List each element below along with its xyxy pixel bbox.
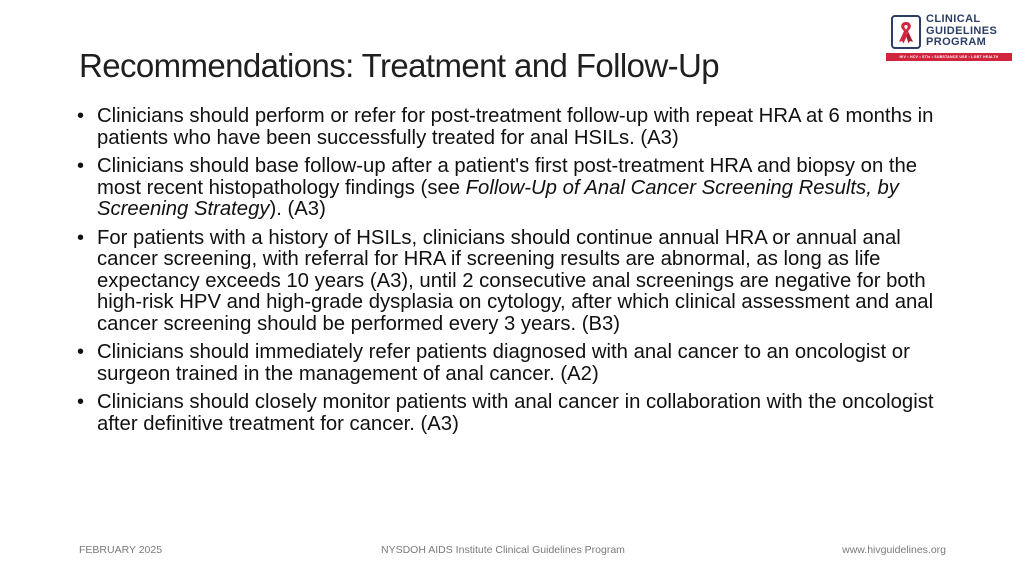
- logo-line-1: CLINICAL: [926, 13, 981, 25]
- footer-url: www.hivguidelines.org: [842, 544, 946, 556]
- logo-wordmark: [926, 14, 997, 49]
- recommendation-item: [74, 156, 954, 221]
- footer-date: FEBRUARY 2025: [79, 544, 163, 556]
- awareness-ribbon-icon: [891, 15, 921, 49]
- logo-line-3: PROGRAM: [926, 36, 987, 48]
- logo-line-2: GUIDELINES: [926, 24, 998, 37]
- footer-organization: NYSDOH AIDS Institute Clinical Guidelines Program: [381, 544, 625, 556]
- clinical-guidelines-logo: [886, 12, 1012, 64]
- recommendation-item: • Clinicians should immediately refer patients diagnosed with anal cancer to an oncologist or surgeon trained in the management of anal cancer. (A2): [74, 342, 954, 385]
- recommendation-item: • Clinicians should closely monitor patients with anal cancer in collaboration with the oncologist after definitive treatment for cancer. (A3): [74, 392, 954, 435]
- page-title: Recommendations: Treatment and Follow-Up: [79, 47, 719, 84]
- recommendation-item: • For patients with a history of HSILs, clinicians should continue annual HRA or annual anal cancer screening, with referral for HRA if screening results are abnormal, as long as life expectancy exceeds 10 years (A3), until 2 consecutive anal screenings are negative for both high-risk HPV and high-grade dysplasia on cytology, after which clinical assessment and anal cancer screening should be performed every 3 years. (B3): [74, 228, 954, 336]
- referenced-table-title: Follow-Up of Anal Cancer Screening Results, by Screening Strategy: [97, 176, 899, 220]
- recommendation-text: ). (A3): [269, 198, 326, 220]
- logo-tagline: HIV • HCV • STIs • SUBSTANCE USE • LGBT HEALTH: [886, 53, 1012, 61]
- recommendation-item: • Clinicians should perform or refer for post-treatment follow-up with repeat HRA at 6 months in patients who have been successfully treated for anal HSILs. (A3): [74, 106, 954, 149]
- recommendation-text: Clinicians should base follow-up after a patient's first post-treatment HRA and biopsy on the most recent histopathology findings (see: [97, 155, 918, 199]
- recommendation-list: [74, 106, 954, 442]
